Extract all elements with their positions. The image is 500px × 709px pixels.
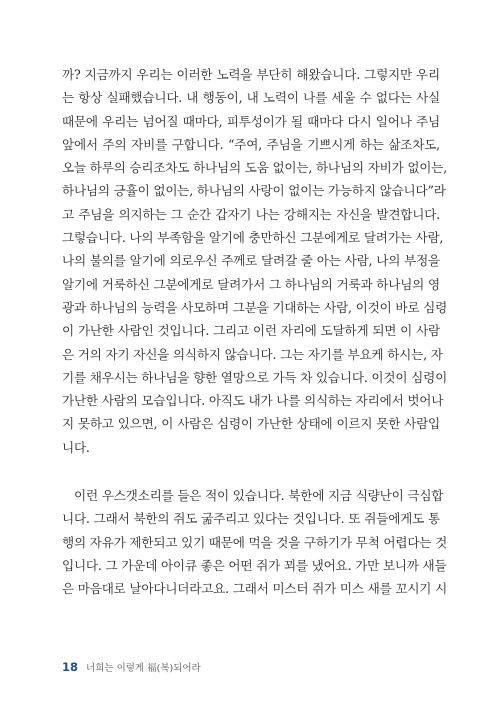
text-line: 행의 자유가 제한되고 있기 때문에 먹을 것을 구하기가 무척 어렵다는 것 <box>62 534 448 550</box>
text-line: 앞에서 주의 자비를 구합니다. “주여, 주님을 기쁘시게 하는 삶조차도, <box>62 136 440 152</box>
text-line: 이런 우스갯소리를 들은 적이 있습니다. 북한에 지금 식량난이 극심합 <box>74 488 444 503</box>
text-line: 고 주님을 의지하는 그 순간 갑자기 나는 강해지는 자신을 발견합니다. <box>62 206 440 222</box>
text-line: 는 항상 실패했습니다. 내 행동이, 내 노력이 나를 세울 수 없다는 사실 <box>62 90 440 106</box>
text-line: 알기에 거룩하신 그분에게로 달려가서 그 하나님의 거룩과 하나님의 영 <box>62 276 440 292</box>
text-line: 이 가난한 사람인 것입니다. 그리고 이런 자리에 도달하게 되면 이 사람 <box>62 323 440 339</box>
text-line: 기를 채우시는 하나님을 향한 열망으로 가득 차 있습니다. 이것이 심령이 <box>62 369 448 385</box>
text-line: 하나님의 긍휼이 없이는, 하나님의 사랑이 없이는 가능하지 않습니다”라 <box>62 183 446 199</box>
text-line: 나의 불의를 알기에 의로우신 주께로 달려갈 줄 아는 사람, 나의 부정을 <box>62 253 440 269</box>
paragraph-1 <box>62 63 448 459</box>
text-line: 오늘 하루의 승리조차도 하나님의 도움 없이는, 하나님의 자비가 없이는, <box>62 160 448 176</box>
page-footer <box>62 659 201 675</box>
text-line: 그렇습니다. 나의 부족함을 알기에 충만하신 그분에게로 달려가는 사람, <box>62 230 444 246</box>
text-line: 까? 지금까지 우리는 이러한 노력을 부단히 해왔습니다. 그렇지만 우리 <box>62 67 440 82</box>
text-line: 은 거의 자기 자신을 의식하지 않습니다. 그는 자기를 부요케 하시는, 자 <box>62 346 443 362</box>
text-line: 은 마음대로 날아다니더라고요. 그래서 미스터 쥐가 미스 새를 꼬시기 시 <box>62 581 448 597</box>
text-line: 때문에 우리는 넘어질 때마다, 피투성이가 될 때마다 다시 일어나 주님 <box>62 113 440 129</box>
running-title: 너희는 이렇게 福(복)되어라 <box>86 663 201 674</box>
text-line: 가난한 사람의 모습입니다. 아직도 내가 나를 의식하는 자리에서 벗어나 <box>62 393 444 409</box>
page-number: 18 <box>62 660 79 674</box>
text-line: 광과 하나님의 능력을 사모하며 그분을 기대하는 사람, 이것이 바로 심령 <box>62 299 448 315</box>
text-line: 니다. 그래서 북한의 쥐도 굶주리고 있다는 것입니다. 또 쥐들에게도 통 <box>62 511 440 527</box>
paragraph-2 <box>62 484 448 600</box>
text-line: 입니다. 그 가운데 아이큐 좋은 어떤 쥐가 꾀를 냈어요. 가만 보니까 새들 <box>62 557 447 573</box>
text-line: 지 못하고 있으면, 이 사람은 심령이 가난한 상태에 이르지 못한 사람입 <box>62 416 440 432</box>
text-line: 니다. <box>62 439 90 455</box>
